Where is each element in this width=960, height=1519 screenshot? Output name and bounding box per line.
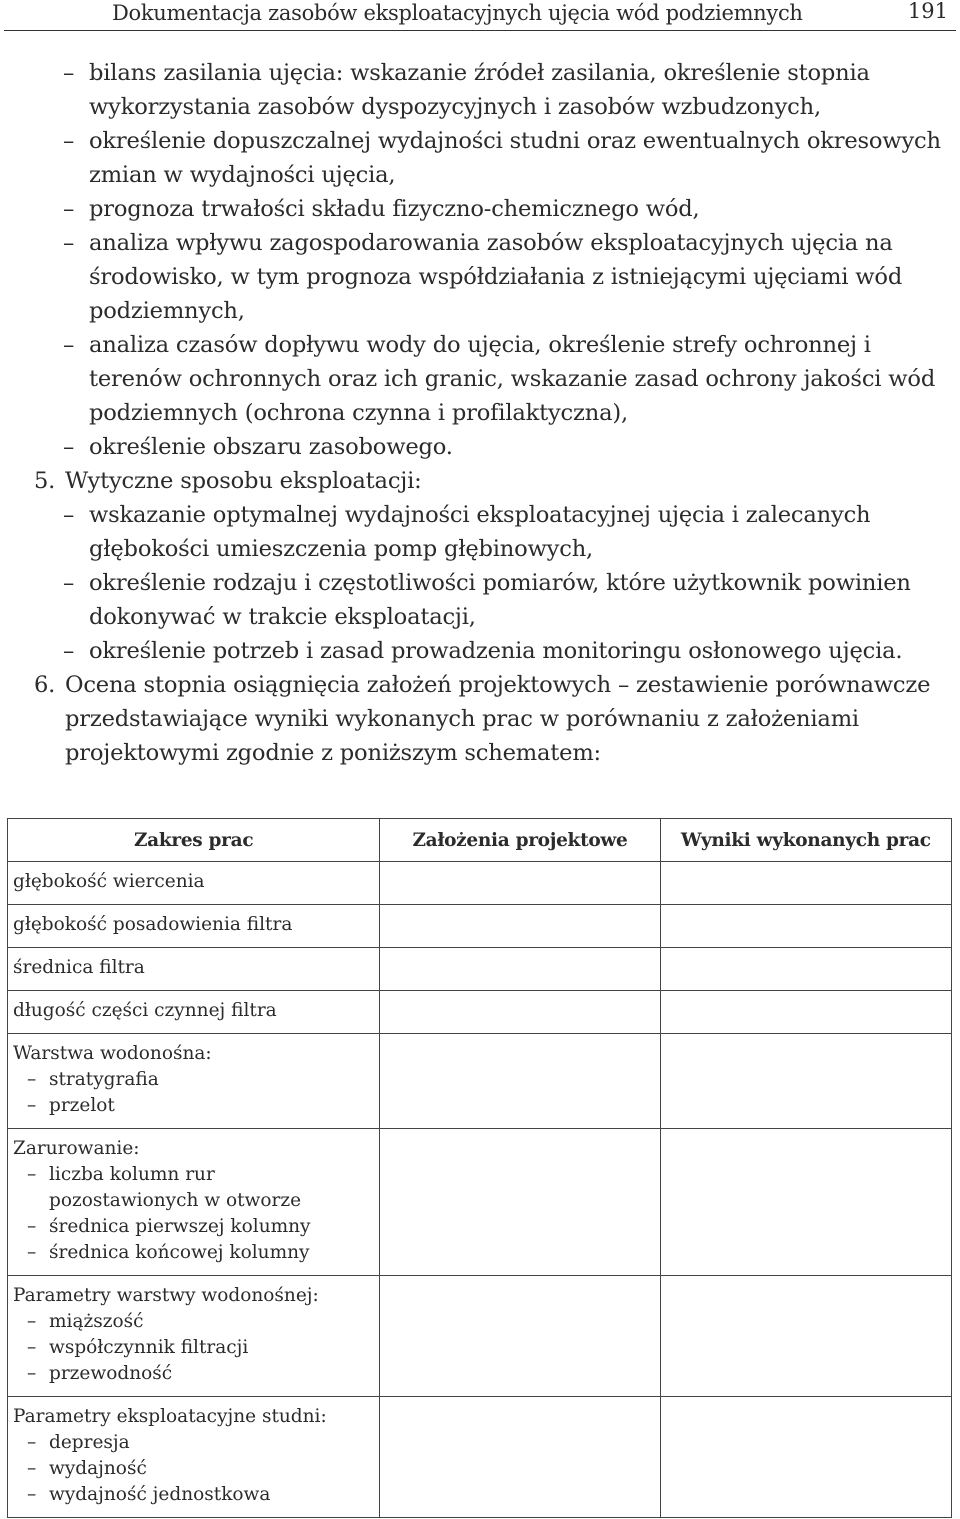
table-row — [8, 1276, 952, 1397]
list-item: – określenie potrzeb i zasad prowadzenia monitoringu osłonowego ujęcia. — [63, 638, 903, 664]
row-label: Zarurowanie: – liczba kolumn rur pozostawionych w otworze – średnica pierwszej kolumny – średnica końcowej kolumny — [8, 1129, 380, 1276]
table-row — [8, 1034, 952, 1129]
table-header-row — [8, 819, 952, 862]
empty-cell — [660, 948, 951, 991]
list-item: – określenie obszaru zasobowego. — [63, 434, 453, 460]
body-text — [34, 56, 958, 770]
empty-cell — [660, 862, 951, 905]
section-6-paragraph: 6. Ocena stopnia osiągnięcia założeń projektowych – zestawienie porównawcze przedstawiające wyniki wykonanych prac w porównaniu z założeniami projektowymi zgodnie z poniższym schematem: — [34, 672, 931, 766]
empty-cell — [380, 862, 660, 905]
empty-cell — [380, 1276, 660, 1397]
empty-cell — [380, 948, 660, 991]
row-label: głębokość posadowienia filtra — [8, 905, 380, 948]
empty-cell — [380, 1034, 660, 1129]
table-row — [8, 905, 952, 948]
page-number: 191 — [907, 0, 948, 23]
empty-cell — [660, 1276, 951, 1397]
table-row — [8, 1397, 952, 1518]
column-header: Zakres prac — [8, 819, 380, 862]
column-header: Wyniki wykonanych prac — [660, 819, 951, 862]
empty-cell — [660, 1034, 951, 1129]
table-row — [8, 991, 952, 1034]
table-row — [8, 862, 952, 905]
empty-cell — [660, 991, 951, 1034]
row-label: Warstwa wodonośna: – stratygrafia – przelot — [8, 1034, 380, 1129]
list-item: – analiza wpływu zagospodarowania zasobów eksploatacyjnych ujęcia na środowisko, w tym prognoza współdziałania z istniejącymi ujęciami wód podziemnych, — [63, 230, 903, 324]
running-title: Dokumentacja zasobów eksploatacyjnych ujęcia wód podziemnych — [112, 1, 803, 25]
column-header: Założenia projektowe — [380, 819, 660, 862]
empty-cell — [380, 905, 660, 948]
list-item: – określenie dopuszczalnej wydajności studni oraz ewentualnych okresowych zmian w wydajności ujęcia, — [63, 128, 941, 188]
row-label: Parametry eksploatacyjne studni: – depresja – wydajność – wydajność jednostkowa — [8, 1397, 380, 1518]
empty-cell — [380, 1129, 660, 1276]
row-label: średnica filtra — [8, 948, 380, 991]
empty-cell — [660, 905, 951, 948]
empty-cell — [660, 1129, 951, 1276]
table-row — [8, 948, 952, 991]
empty-cell — [380, 991, 660, 1034]
row-label: długość części czynnej filtra — [8, 991, 380, 1034]
table-row — [8, 1129, 952, 1276]
list-item: – określenie rodzaju i częstotliwości pomiarów, które użytkownik powinien dokonywać w trakcie eksploatacji, — [63, 570, 911, 630]
empty-cell — [660, 1397, 951, 1518]
list-item: – prognoza trwałości składu fizyczno-chemicznego wód, — [63, 196, 700, 222]
list-item: – analiza czasów dopływu wody do ujęcia, określenie strefy ochronnej i terenów ochronnych oraz ich granic, wskazanie zasad ochrony jakości wód podziemnych (ochrona czynna i profilaktyczna), — [63, 332, 936, 426]
running-header — [4, 0, 956, 31]
list-item: – wskazanie optymalnej wydajności eksploatacyjnej ujęcia i zalecanych głębokości umieszczenia pomp głębinowych, — [63, 502, 871, 562]
row-label: głębokość wiercenia — [8, 862, 380, 905]
schedule-table — [7, 818, 952, 1518]
list-item: – bilans zasilania ujęcia: wskazanie źródeł zasilania, określenie stopnia wykorzystania zasobów dyspozycyjnych i zasobów wzbudzonych, — [63, 60, 870, 120]
section-5-heading: 5. Wytyczne sposobu eksploatacji: — [34, 468, 422, 494]
row-label: Parametry warstwy wodonośnej: – miąższość – współczynnik filtracji – przewodność — [8, 1276, 380, 1397]
empty-cell — [380, 1397, 660, 1518]
